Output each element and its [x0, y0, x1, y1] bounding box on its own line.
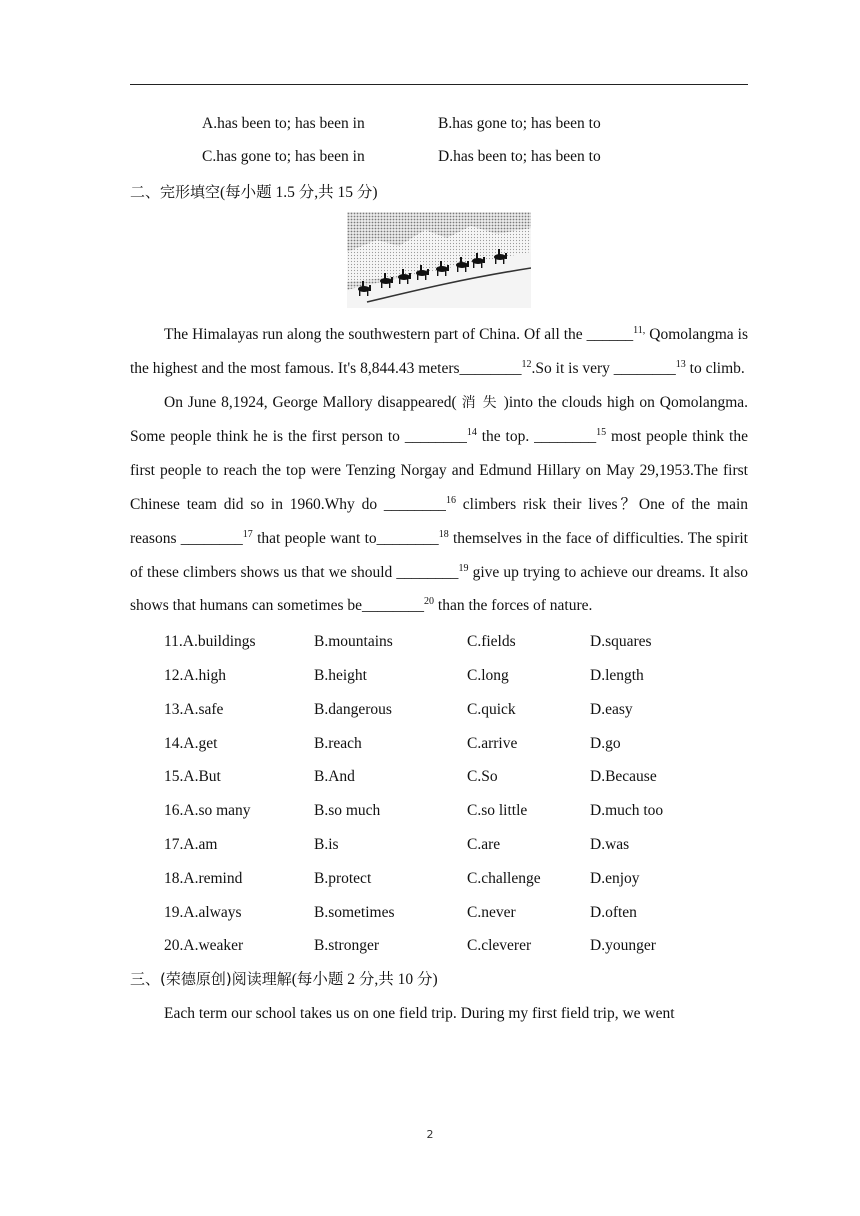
choice-a: 14.A.get [164, 734, 218, 752]
section-2-title: 二、完形填空 [130, 183, 221, 201]
passage-paragraph-2 [130, 386, 748, 624]
section-3-number: 三、 [130, 970, 161, 989]
choice-a: 17.A.am [164, 835, 218, 853]
question-row [130, 625, 748, 659]
camel-caravan-picture [347, 212, 531, 308]
choice-b: B.so much [314, 802, 381, 820]
passage-text: themselves in the face of difficulties. The spirit of these climbers shows us that we should ________ [130, 529, 748, 581]
choice-a: 15.A.But [164, 768, 221, 786]
option-d: D.has been to; has been to [438, 148, 601, 165]
passage-text: the top. ________ [476, 428, 597, 446]
choice-b: B.stronger [314, 937, 380, 955]
passage-3-first-line: Each term our school takes us on one field trip. During my first field trip, we went [164, 1005, 675, 1023]
question-row [130, 760, 748, 794]
chinese-gloss: 消失 [460, 394, 504, 411]
choice-d: D.enjoy [590, 869, 640, 887]
blank-number: 13 [675, 358, 686, 370]
choice-a: 16.A.so many [164, 802, 251, 820]
section-3-score: (每小题 2 分,共 10 分) [291, 971, 438, 989]
choice-d: D.younger [590, 937, 656, 955]
passage-text: climbers risk their lives？One of the main reasons ________ [130, 495, 748, 547]
choice-c: C.cleverer [467, 937, 532, 955]
question-options-list [130, 625, 748, 963]
choice-d: D.was [590, 835, 630, 853]
page-number: 2 [426, 1128, 434, 1141]
choice-c: C.long [467, 666, 509, 684]
choice-a: 18.A.remind [164, 869, 243, 887]
choice-b: B.mountains [314, 633, 393, 651]
blank-number: 16 [445, 494, 456, 506]
question-row [130, 828, 748, 862]
blank-number: 15 [596, 427, 607, 439]
choice-d: D.easy [590, 700, 633, 718]
choice-b: B.is [314, 835, 339, 853]
question-row [130, 896, 748, 930]
choice-d: D.go [590, 734, 621, 752]
blank-number: 18 [438, 528, 449, 540]
question-row [130, 929, 748, 963]
question-row [130, 862, 748, 896]
previous-question-options-row [130, 110, 748, 143]
choice-b: B.And [314, 768, 355, 786]
question-row [130, 794, 748, 828]
passage-text: .So it is very ________ [531, 359, 676, 377]
passage-text: Qomolangma is the highest and the most famous. It's 8,844.43 meters________ [130, 326, 748, 377]
choice-c: C.so little [467, 802, 528, 820]
choice-c: C.So [467, 768, 498, 786]
passage-text: give up trying to achieve our dreams. It also shows that humans can sometimes be________ [130, 563, 749, 615]
blank-number: 19 [458, 562, 469, 574]
passage-text: that people want to________ [252, 529, 439, 547]
blank-number: 20 [424, 596, 435, 608]
passage-text: The Himalayas run along the southwestern part of China. Of all the ______ [164, 326, 634, 343]
option-b: B.has gone to; has been to [438, 115, 601, 132]
question-row [130, 693, 748, 727]
picture-container [130, 212, 748, 308]
choice-c: C.arrive [467, 734, 518, 752]
choice-a: 13.A.safe [164, 700, 224, 718]
option-a: A.has been to; has been in [202, 115, 365, 132]
blank-number: 17 [242, 528, 253, 540]
choice-d: D.squares [590, 633, 652, 651]
choice-c: C.never [467, 903, 516, 921]
choice-d: D.Because [590, 768, 657, 786]
choice-c: C.fields [467, 633, 516, 651]
choice-b: B.protect [314, 869, 372, 887]
section-3-title: 阅读理解 [231, 970, 292, 989]
choice-c: C.quick [467, 700, 516, 718]
choice-c: C.are [467, 835, 501, 853]
passage-text: )into the clouds high on Qomolangma. Some people think he is the first person to ________ [130, 393, 749, 446]
blank-number: 12 [521, 358, 532, 370]
blank-number: 11, [633, 325, 646, 336]
section-3-heading [130, 963, 748, 997]
passage-text: On June 8,1924, George Mallory disappeared( [164, 393, 457, 411]
question-row [130, 659, 748, 693]
section-2-score: (每小题 1.5 分,共 15 分) [220, 184, 378, 201]
section-3-origin: (荣德原创) [160, 970, 232, 989]
choice-d: D.length [590, 666, 644, 684]
choice-d: D.much too [590, 802, 664, 820]
choice-a: 11.A.buildings [164, 633, 256, 651]
passage-text: than the forces of nature. [434, 597, 593, 615]
choice-a: 20.A.weaker [164, 937, 244, 955]
choice-b: B.sometimes [314, 903, 395, 921]
choice-d: D.often [590, 903, 637, 921]
choice-b: B.dangerous [314, 700, 392, 718]
passage-text: most people think the first people to reach the top were Tenzing Norgay and Edmund Hillary on May 29,1953.The first Chinese team did so in 1960.Why do ________ [130, 428, 748, 513]
passage-text: to climb. [685, 359, 745, 377]
choice-c: C.challenge [467, 869, 541, 887]
section-2-heading [130, 176, 748, 210]
choice-b: B.height [314, 666, 367, 684]
passage-paragraph-1 [130, 318, 748, 386]
document-page [130, 110, 748, 1031]
blank-number: 14 [466, 427, 477, 439]
previous-question-options-row [130, 143, 748, 176]
choice-b: B.reach [314, 734, 362, 752]
choice-a: 19.A.always [164, 903, 242, 921]
header-rule [130, 84, 748, 85]
question-row [130, 727, 748, 761]
option-c: C.has gone to; has been in [202, 148, 365, 165]
choice-a: 12.A.high [164, 666, 226, 684]
